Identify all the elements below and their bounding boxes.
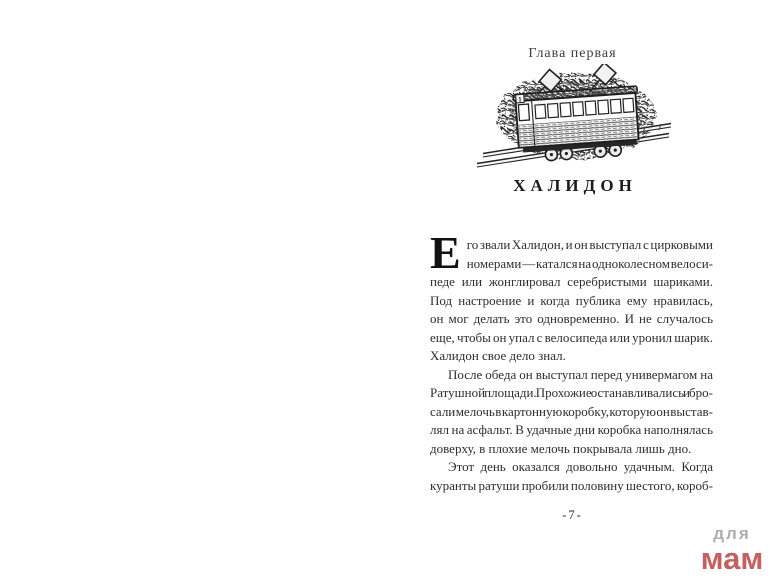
text-line: Этот день оказался довольно удачным. Когда [448,459,713,474]
text-line: Ратушной площади. Прохожие останавливались и бро- [430,385,713,400]
tram-windshield [518,104,529,121]
drop-cap: Е [430,227,461,278]
text-line: педе или жонглировал серебристыми шариками. [430,274,713,289]
text-line: сали мелочь в картонную коробку, которую он выстав- [430,403,713,419]
watermark-word-dlya: для [713,524,751,543]
text-line: Халидон свое дело знал. [430,348,566,363]
chapter-heading: Глава первая [528,46,617,61]
route-number: 1 [517,95,523,104]
text-line: куранты ратуши пробили половину шестого, короб- [430,477,713,493]
text-line: он мог делать это одновременно. И не случалось [430,311,713,326]
text-line: еще, чтобы он упал с велосипеда или уронил шарик. [430,329,713,345]
text-line: Под настроение и когда публика ему нравилась, [430,292,713,308]
paragraph [430,227,713,366]
text-line: доверху, в плохие мелочь покрывала лишь дно. [430,440,692,456]
paragraph [430,458,713,495]
text-line: номерами — катался на одноколесном велоси- [466,255,713,271]
text-line: После обеда он выступал перед универмагом на [448,366,713,382]
page-title: ХАЛИДОН [513,176,637,195]
watermark-word-mam: мам [700,541,764,576]
tram-engraving-illustration [473,64,673,176]
body-text [430,227,713,495]
watermark [696,525,768,574]
page-number: -7- [562,508,583,522]
text-line: лял на асфальт. В удачные дни коробка наполнялась [430,422,713,437]
text-line: го звали Халидон, и он выступал с цирковыми [466,237,713,252]
paragraph [430,366,713,459]
